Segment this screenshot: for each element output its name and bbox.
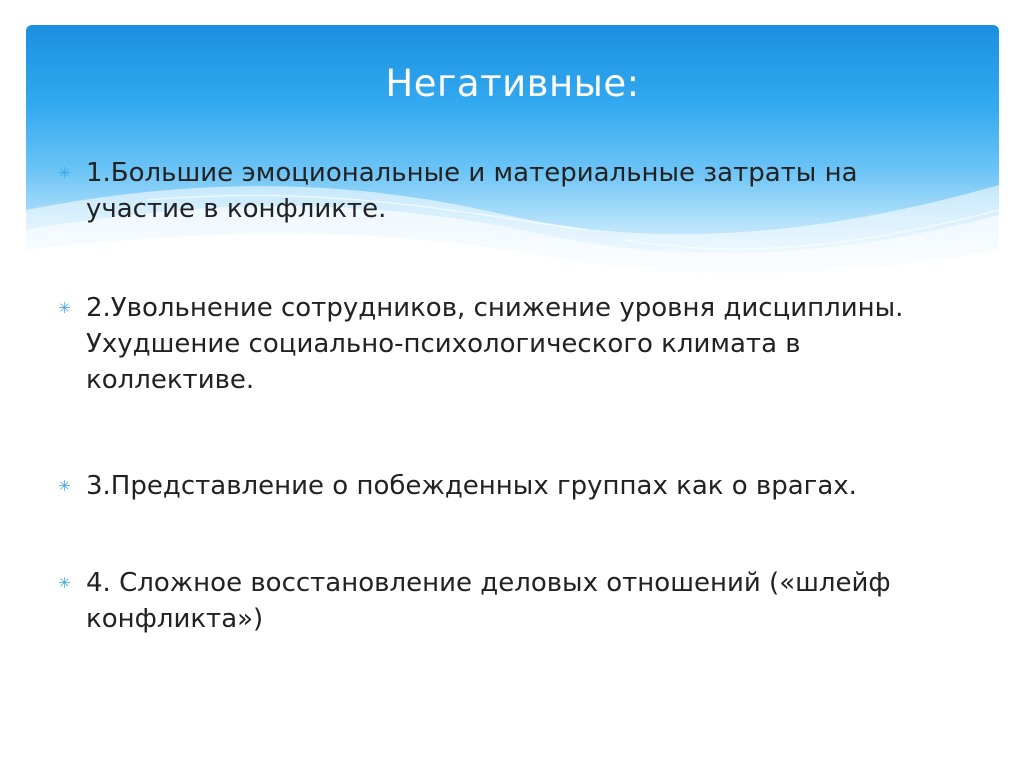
slide-title: Негативные:: [385, 62, 640, 105]
list-item-text: 2.Увольнение сотрудников, снижение уровня дисциплины. Ухудшение социально-психологического климата в коллективе.: [86, 293, 904, 395]
asterisk-icon: ✳: [58, 164, 71, 182]
list-item: [58, 565, 988, 637]
asterisk-icon: ✳: [58, 574, 71, 592]
list-item: [58, 155, 988, 227]
list-item-text: 3.Представление о побежденных группах как о врагах.: [86, 471, 857, 501]
asterisk-icon: ✳: [58, 299, 71, 317]
list-item: [58, 468, 988, 504]
list-item-text: 4. Сложное восстановление деловых отношений («шлейф конфликта»): [86, 568, 891, 634]
list-item-text: 1.Большие эмоциональные и материальные затраты на участие в конфликте.: [86, 158, 858, 224]
asterisk-icon: ✳: [58, 477, 71, 495]
list-item: [58, 290, 988, 398]
